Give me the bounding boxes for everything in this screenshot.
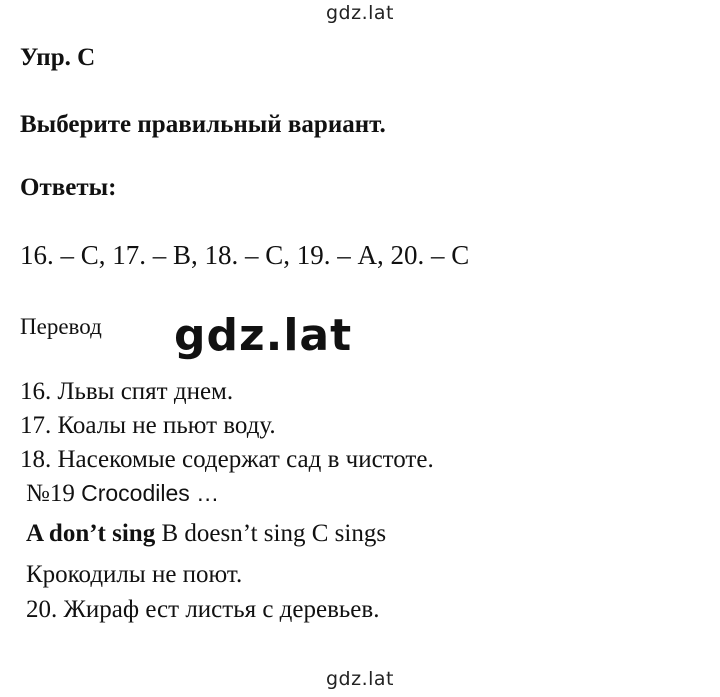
question-19-options — [26, 520, 386, 548]
watermark-top: gdz.lat — [325, 2, 394, 24]
task-instruction: Выберите правильный вариант. — [20, 111, 386, 138]
translation-18: 18. Насекомые содержат сад в чистоте. — [20, 446, 434, 473]
watermark-bottom: gdz.lat — [325, 668, 394, 690]
question-19-text: Crocodiles … — [81, 480, 220, 506]
options-b-c: B doesn’t sing C sings — [155, 520, 387, 547]
exercise-title: Упр. С — [20, 44, 96, 71]
answers-heading: Ответы: — [20, 174, 117, 201]
translation-16: 16. Львы спят днем. — [20, 378, 234, 405]
translation-17: 17. Коалы не пьют воду. — [20, 412, 276, 439]
question-19-prefix: №19 — [26, 480, 82, 507]
option-a-correct: A don’t sing — [26, 520, 156, 547]
translation-heading: Перевод — [20, 314, 102, 339]
translation-20: 20. Жираф ест листья с деревьев. — [26, 596, 380, 623]
answers-line: 16. – С, 17. – В, 18. – С, 19. – А, 20. – С — [20, 240, 470, 270]
question-19 — [26, 480, 219, 508]
translation-19: Крокодилы не поют. — [26, 561, 243, 588]
watermark-middle: gdz.lat — [174, 310, 353, 361]
